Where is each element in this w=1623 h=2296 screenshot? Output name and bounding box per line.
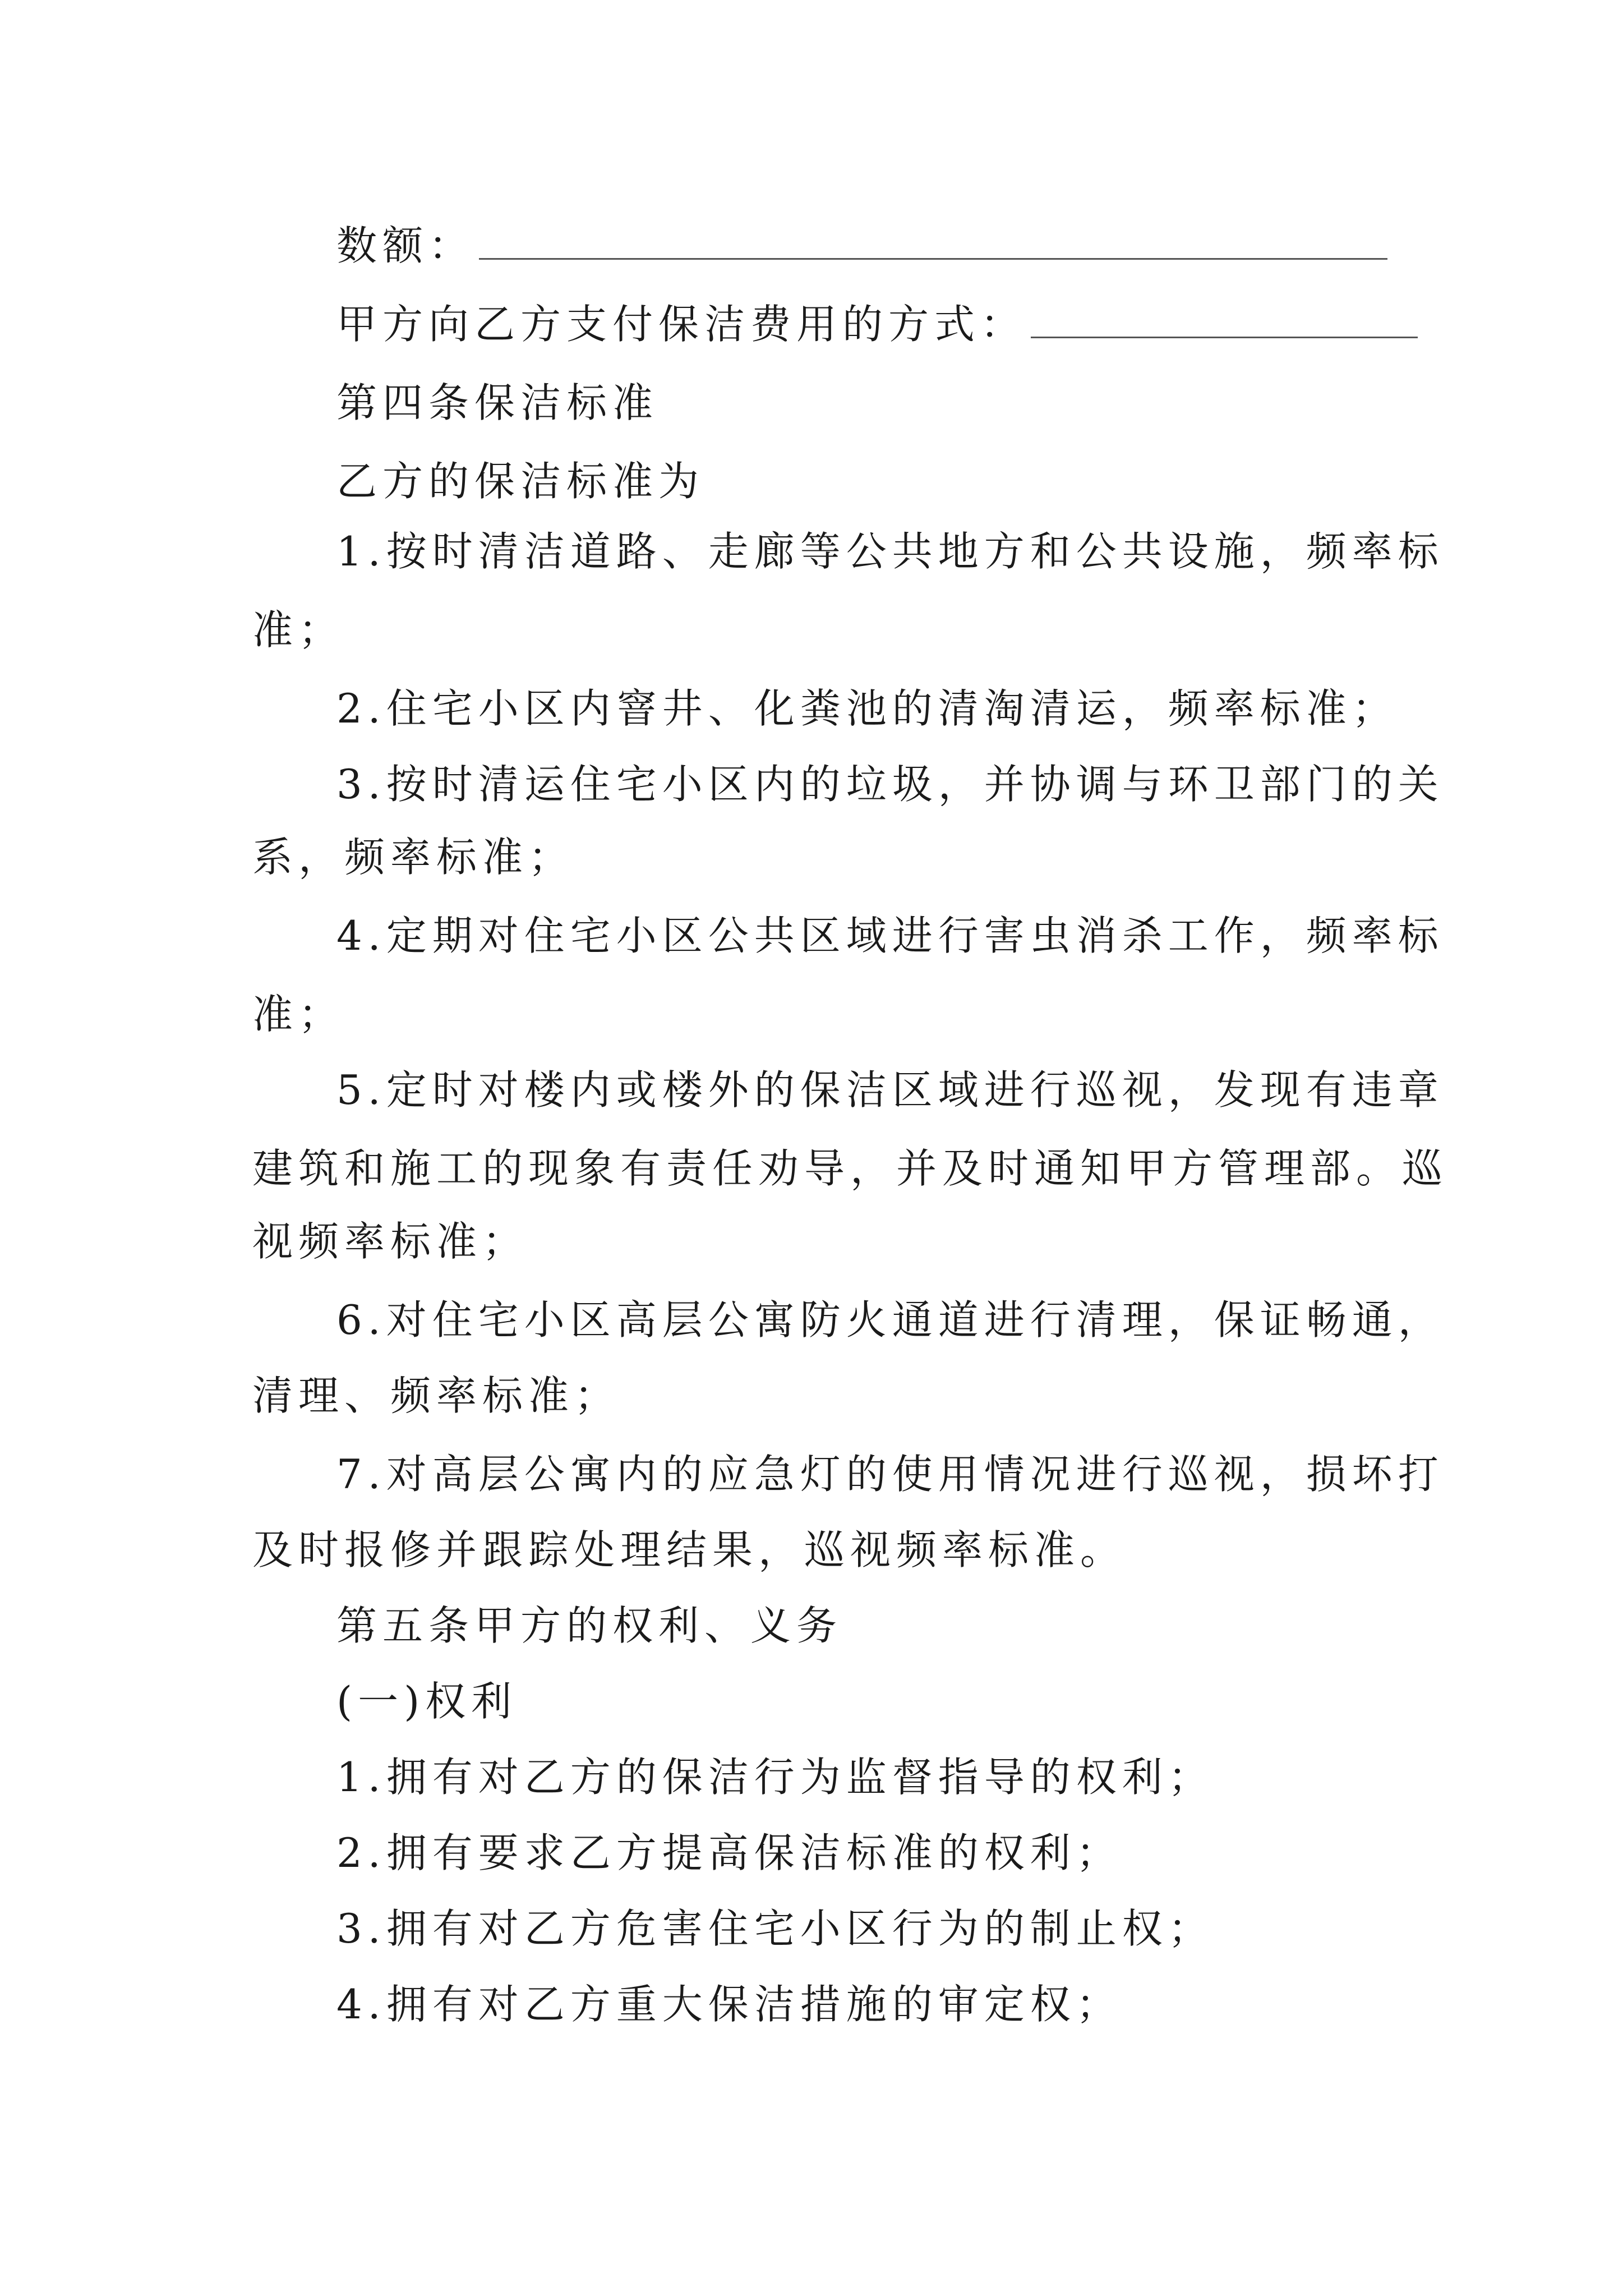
standard-1-line-1: 1.按时清洁道路、走廊等公共地方和公共设施，频率标 [336,528,1444,575]
standard-4-line-2: 准； [252,991,345,1038]
payment-method-line [336,297,1391,351]
amount-line [336,219,1391,273]
standard-6-line-2: 清理、频率标准； [252,1372,621,1419]
standard-7-line-2: 及时报修并跟踪处理结果，巡视频率标准。 [252,1526,1127,1573]
payment-method-blank [1031,297,1418,338]
standard-4-line-1: 4.定期对住宅小区公共区域进行害虫消杀工作，频率标 [336,912,1444,959]
article4-intro: 乙方的保洁标准为 [336,458,705,505]
standard-5-line-2: 建筑和施工的现象有责任劝导，并及时通知甲方管理部。巡 [252,1145,1449,1192]
right-item-4: 4.拥有对乙方重大保洁措施的审定权； [336,1981,1122,2028]
article5-title: 第五条甲方的权利、义务 [336,1602,843,1649]
rights-heading: (一)权利 [336,1678,518,1725]
standard-2-line-1: 2.住宅小区内窨井、化粪池的清淘清运，频率标准； [336,685,1398,732]
standard-3-line-2: 系，频率标准； [252,834,575,881]
standard-3-line-1: 3.按时清运住宅小区内的垃圾，并协调与环卫部门的关 [336,761,1444,808]
payment-method-label: 甲方向乙方支付保洁费用的方式： [336,301,1027,348]
amount-blank [479,219,1387,260]
article4-title: 第四条保洁标准 [336,379,659,426]
standard-1-line-2: 准； [252,606,345,654]
right-item-3: 3.拥有对乙方危害住宅小区行为的制止权； [336,1905,1214,1952]
right-item-2: 2.拥有要求乙方提高保洁标准的权利； [336,1829,1122,1876]
standard-5-line-1: 5.定时对楼内或楼外的保洁区域进行巡视，发现有违章 [336,1066,1444,1114]
right-item-1: 1.拥有对乙方的保洁行为监督指导的权利； [336,1754,1214,1801]
standard-7-line-1: 7.对高层公寓内的应急灯的使用情况进行巡视，损坏打 [336,1451,1444,1498]
standard-6-line-1: 6.对住宅小区高层公寓防火通道进行清理，保证畅通， [336,1296,1444,1343]
standard-5-line-3: 视频率标准； [252,1218,529,1265]
amount-label: 数额： [336,222,475,269]
